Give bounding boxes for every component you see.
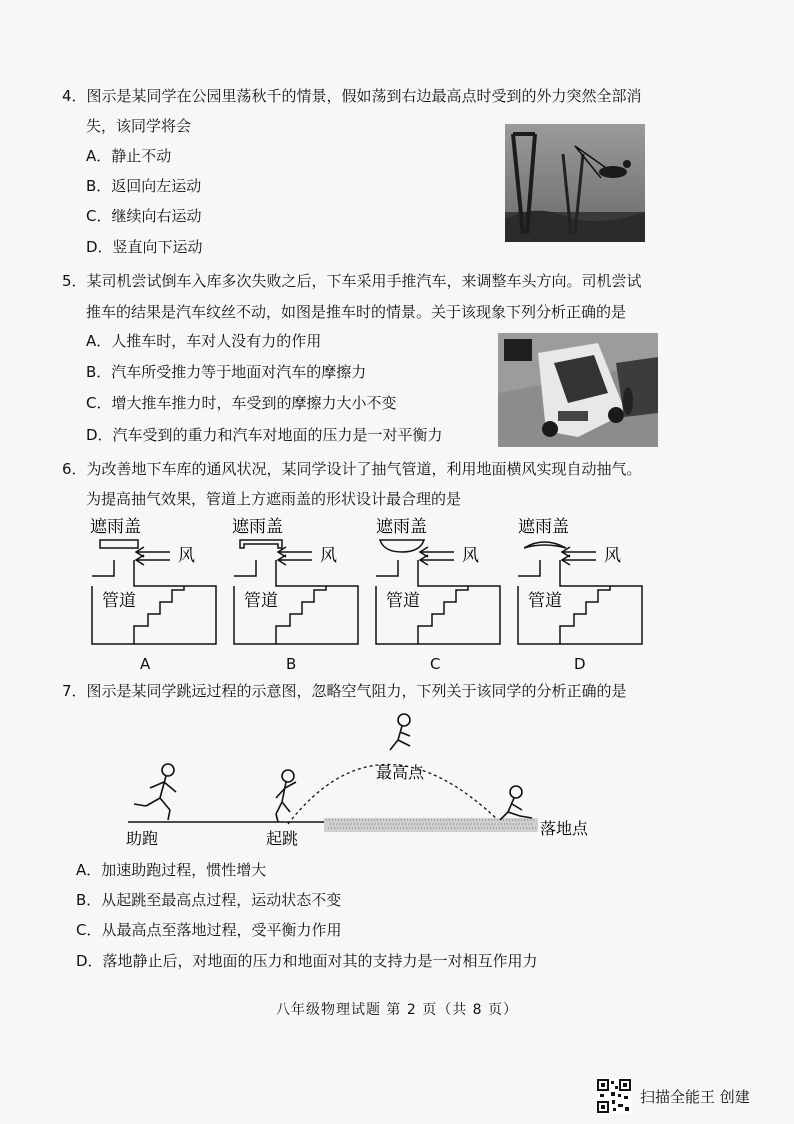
vent-diagram-a (78, 514, 218, 654)
q6-stem-line2: 为提高抽气效果，管道上方遮雨盖的形状设计最合理的是 (86, 490, 462, 508)
q6-stem-line1: 6．为改善地下车库的通风状况，某同学设计了抽气管道，利用地面横风实现自动抽气。 (62, 460, 642, 478)
scanner-watermark (596, 1078, 750, 1114)
swing-photo-art (505, 124, 645, 242)
label-land: 落地点 (540, 819, 589, 838)
q5-option-a: A．人推车时，车对人没有力的作用 (86, 332, 322, 350)
q5-option-b: B．汽车所受推力等于地面对汽车的摩擦力 (86, 363, 367, 381)
wind-arrows (278, 547, 312, 565)
wind-arrows (136, 547, 170, 565)
pipe-label: 管道 (244, 591, 278, 611)
vent-diagram-b (220, 514, 360, 654)
long-jump-diagram (120, 706, 640, 852)
cover-label: 遮雨盖 (376, 517, 427, 537)
wind-arrows (420, 547, 454, 565)
runner-figure (134, 764, 176, 820)
rain-cover-lipped (240, 540, 282, 548)
choice-b-label: B (286, 655, 297, 673)
wind-label: 风 (178, 546, 195, 566)
vent-diagram-d (504, 514, 644, 654)
q4-stem-line1: 4．图示是某同学在公园里荡秋千的情景，假如荡到右边最高点时受到的外力突然全部消 (62, 87, 642, 105)
label-jump: 起跳 (266, 829, 299, 848)
wind-arrows (562, 547, 596, 565)
q4-option-c: C．继续向右运动 (86, 207, 202, 225)
qr-code-icon (596, 1078, 632, 1114)
q4-option-b: B．返回向左运动 (86, 177, 202, 195)
q7-option-d: D．落地静止后，对地面的压力和地面对其的支持力是一对相互作用力 (76, 952, 538, 970)
wind-label: 风 (462, 546, 479, 566)
car-photo (498, 333, 658, 447)
pipe-label: 管道 (528, 591, 562, 611)
pipe-label: 管道 (102, 591, 136, 611)
rain-cover-convex-bottom (380, 540, 424, 552)
takeoff-figure (276, 770, 296, 822)
wind-label: 风 (320, 546, 337, 566)
vent-diagram-c (362, 514, 502, 654)
q4-option-d: D．竖直向下运动 (86, 238, 203, 256)
q5-stem-line1: 5．某司机尝试倒车入库多次失败之后，下车采用手推汽车，来调整车头方向。司机尝试 (62, 272, 642, 290)
q5-option-d: D．汽车受到的重力和汽车对地面的压力是一对平衡力 (86, 426, 443, 444)
q7-option-c: C．从最高点至落地过程，受平衡力作用 (76, 921, 342, 939)
car-photo-art (498, 333, 658, 447)
swing-photo (505, 124, 645, 242)
label-top: 最高点 (376, 763, 425, 782)
q4-option-a: A．静止不动 (86, 147, 172, 165)
choice-a-label: A (140, 655, 151, 673)
landing-figure (500, 786, 532, 820)
wind-label: 风 (604, 546, 621, 566)
q7-option-b: B．从起跳至最高点过程，运动状态不变 (76, 891, 342, 909)
q5-stem-line2: 推车的结果是汽车纹丝不动，如图是推车时的情景。关于该现象下列分析正确的是 (86, 303, 627, 321)
choice-c-label: C (430, 655, 441, 673)
pipe-label: 管道 (386, 591, 420, 611)
cover-label: 遮雨盖 (232, 517, 283, 537)
q5-option-c: C．增大推车推力时，车受到的摩擦力大小不变 (86, 394, 397, 412)
rain-cover-arched (524, 542, 566, 548)
choice-d-label: D (574, 655, 586, 673)
rain-cover-flat (100, 540, 138, 548)
sand-pit (324, 818, 538, 832)
peak-figure (390, 714, 410, 750)
q4-stem-line2: 失，该同学将会 (86, 117, 192, 135)
page-footer: 八年级物理试题 第 2 页（共 8 页） (275, 1002, 519, 1018)
cover-label: 遮雨盖 (90, 517, 141, 537)
label-run: 助跑 (126, 829, 159, 848)
scanner-label: 扫描全能王 创建 (640, 1087, 750, 1106)
cover-label: 遮雨盖 (518, 517, 569, 537)
q7-stem: 7．图示是某同学跳远过程的示意图，忽略空气阻力，下列关于该同学的分析正确的是 (62, 682, 627, 700)
q7-option-a: A．加速助跑过程，惯性增大 (76, 861, 267, 879)
